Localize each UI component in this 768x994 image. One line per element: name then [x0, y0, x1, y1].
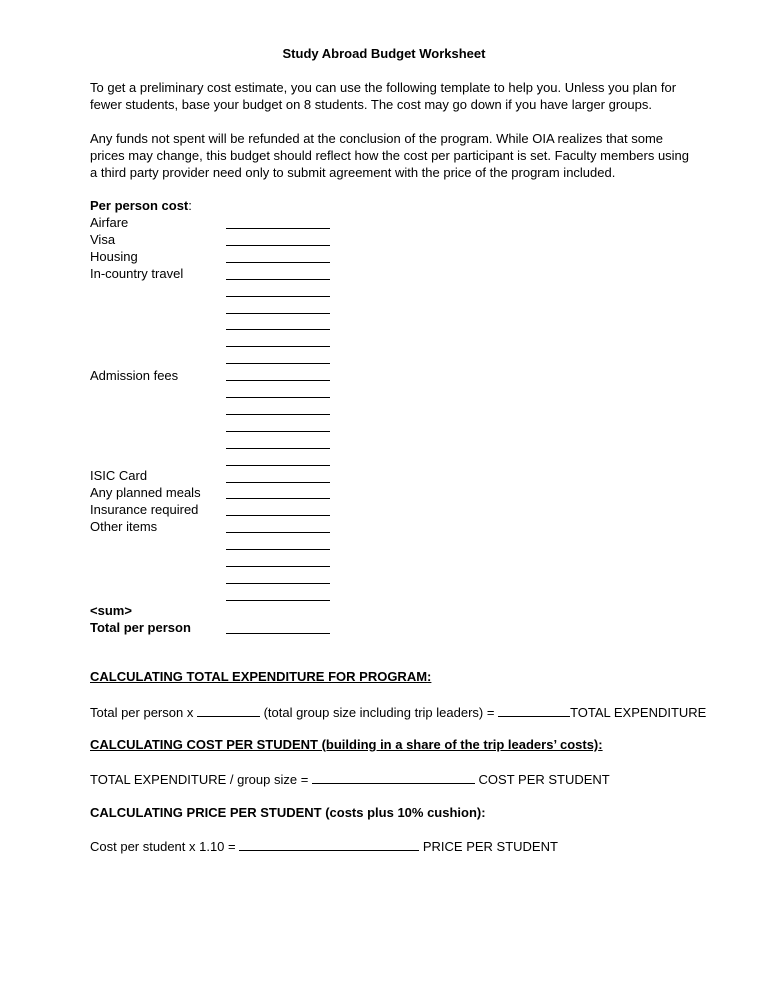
- expenditure-formula: [90, 704, 706, 720]
- cost-per-student-heading-text: CALCULATING COST PER STUDENT (building in a share of the trip leaders’ costs): [90, 737, 599, 752]
- expenditure-text-b: (total group size including trip leaders) =: [259, 705, 499, 720]
- amount-blank-line[interactable]: [226, 313, 330, 314]
- amount-blank-line[interactable]: [226, 566, 330, 567]
- amount-blank-line[interactable]: [226, 482, 330, 483]
- amount-blank-line[interactable]: [226, 245, 330, 246]
- amount-blank-line[interactable]: [226, 583, 330, 584]
- item-in-country-travel: In-country travel: [90, 266, 184, 281]
- expenditure-heading-colon: :: [427, 669, 432, 684]
- per-person-heading-colon: :: [188, 198, 192, 213]
- sum-label: <sum>: [90, 603, 132, 618]
- amount-blank-line[interactable]: [226, 397, 330, 398]
- total-per-person-label: Total per person: [90, 620, 191, 635]
- price-per-student-text-b: PRICE PER STUDENT: [419, 839, 558, 854]
- amount-blank-line[interactable]: [226, 414, 330, 415]
- amount-blank-line[interactable]: [226, 465, 330, 466]
- amount-blank-line[interactable]: [226, 515, 330, 516]
- amount-blank-line[interactable]: [226, 279, 330, 280]
- item-isic-card: ISIC Card: [90, 468, 148, 483]
- item-admission-fees: Admission fees: [90, 368, 179, 383]
- amount-blank-line[interactable]: [226, 532, 330, 533]
- cost-per-student-heading: [90, 737, 603, 752]
- item-airfare: Airfare: [90, 215, 129, 230]
- cost-per-student-text-a: TOTAL EXPENDITURE / group size =: [90, 772, 312, 787]
- page-title: Study Abroad Budget Worksheet: [282, 46, 486, 61]
- price-per-student-formula: [90, 838, 558, 854]
- total-expenditure-blank[interactable]: [498, 704, 570, 717]
- per-person-heading-text: Per person cost: [90, 198, 189, 213]
- expenditure-heading-text: CALCULATING TOTAL EXPENDITURE FOR PROGRAM: [90, 669, 428, 684]
- group-size-blank[interactable]: [197, 704, 260, 717]
- price-per-student-text-a: Cost per student x 1.10 =: [90, 839, 240, 854]
- amount-blank-line[interactable]: [226, 431, 330, 432]
- cost-per-student-formula: [90, 771, 610, 787]
- item-other: Other items: [90, 519, 158, 534]
- amount-blank-line[interactable]: [226, 448, 330, 449]
- intro-paragraph: To get a preliminary cost estimate, you can use the following template to help you. Unless you plan for fewer students, base your budget on 8 students. The cost may go down if you have larger groups.: [90, 80, 677, 112]
- amount-blank-line[interactable]: [226, 600, 330, 601]
- cost-per-student-blank[interactable]: [312, 771, 475, 784]
- amount-blank-line[interactable]: [226, 549, 330, 550]
- amount-blank-line[interactable]: [226, 346, 330, 347]
- price-per-student-heading: CALCULATING PRICE PER STUDENT (costs plus 10% cushion):: [90, 805, 486, 820]
- amount-blank-line[interactable]: [226, 380, 330, 381]
- amount-blank-line[interactable]: [226, 498, 330, 499]
- amount-blank-line[interactable]: [226, 262, 330, 263]
- expenditure-text-a: Total per person x: [90, 705, 197, 720]
- item-visa: Visa: [90, 232, 116, 247]
- refund-paragraph: Any funds not spent will be refunded at the conclusion of the program. While OIA realizes that some prices may change, this budget should reflect how the cost per participant is set. Faculty members using a third party provider need only to submit agreement with the price of the program included.: [90, 131, 690, 180]
- amount-blank-line[interactable]: [226, 228, 330, 229]
- amount-blank-line[interactable]: [226, 363, 330, 364]
- amount-blank-line[interactable]: [226, 329, 330, 330]
- cost-per-student-heading-colon: :: [598, 737, 603, 752]
- per-person-heading: [90, 197, 192, 214]
- expenditure-text-c: TOTAL EXPENDITURE: [570, 705, 707, 720]
- price-per-student-blank[interactable]: [239, 838, 419, 851]
- item-planned-meals: Any planned meals: [90, 485, 201, 500]
- amount-blank-line[interactable]: [226, 296, 330, 297]
- item-housing: Housing: [90, 249, 138, 264]
- item-insurance: Insurance required: [90, 502, 199, 517]
- total-per-person-blank[interactable]: [226, 633, 330, 634]
- expenditure-heading: [90, 669, 431, 684]
- cost-per-student-text-b: COST PER STUDENT: [474, 772, 610, 787]
